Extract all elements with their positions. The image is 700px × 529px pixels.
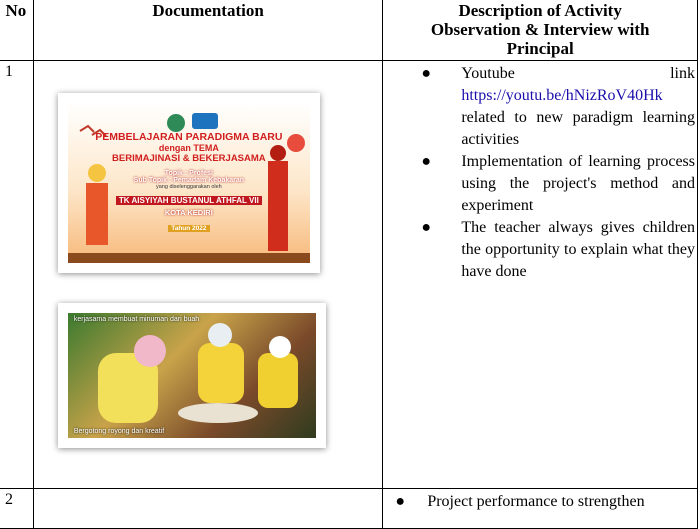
poster-theme: BERIMAJINASI & BEKERJASAMA	[112, 153, 266, 164]
photo-caption-bottom: Bergotong royong dan kreatif	[73, 428, 165, 435]
youtube-link[interactable]: https://youtu.be/hNizRoV40Hk	[461, 87, 663, 104]
activity-photo-frame	[58, 303, 326, 448]
bullet-icon: ●	[395, 493, 405, 510]
poster-image-frame	[58, 93, 320, 273]
list-item	[383, 217, 697, 283]
bullet-icon: ●	[421, 153, 431, 170]
bullet-text-prefix: Youtube link	[461, 65, 695, 82]
header-description	[383, 0, 698, 61]
bullet-icon: ●	[421, 219, 431, 236]
poster-year: Tahun 2022	[168, 225, 209, 232]
list-item	[383, 63, 697, 151]
table-row	[0, 61, 698, 489]
poster-topic: Topik : Profesi	[164, 170, 213, 177]
list-item	[383, 151, 697, 217]
header-no-label: No	[5, 1, 27, 20]
header-description-line-2: Observation & Interview with	[430, 20, 650, 39]
bullet-text: The teacher always gives children the opportunity to explain what they have done	[461, 219, 695, 280]
documentation-cell	[33, 61, 382, 489]
header-row	[0, 0, 698, 61]
description-list	[383, 63, 697, 283]
bullet-text-suffix: related to new paradigm learning activities	[461, 109, 695, 148]
photo-illustration	[68, 313, 316, 438]
table-row	[0, 489, 698, 529]
row-number: 1	[0, 61, 33, 489]
bullet-icon: ●	[421, 65, 431, 82]
poster-title: PEMBELAJARAN PARADIGMA BARU	[95, 131, 283, 143]
header-description-line-1: Description of Activity	[458, 1, 622, 20]
poster-subtitle: dengan TEMA	[158, 143, 219, 153]
bullet-text: Implementation of learning process using the project's method and experiment	[461, 153, 695, 214]
list-item	[383, 491, 697, 513]
description-list	[383, 491, 697, 513]
activity-photo	[68, 313, 316, 438]
header-documentation	[33, 0, 382, 61]
bullet-text: Project performance to strengthen	[427, 493, 645, 510]
header-no	[0, 0, 33, 61]
poster-organizer: yang diselenggarakan oleh	[155, 184, 222, 190]
header-documentation-label: Documentation	[152, 1, 264, 20]
header-description-line-3: Principal	[506, 39, 574, 58]
poster-subtopic: Sub Topik : Pemadam Kebakaran	[133, 177, 245, 184]
photo-caption-top: kerjasama membuat minuman dari buah	[73, 316, 200, 323]
documentation-cell	[33, 489, 382, 529]
poster-school: TK AISYIYAH BUSTANUL ATHFAL VII	[116, 196, 262, 205]
poster-city: KOTA KEDIRI	[164, 208, 213, 217]
description-cell	[383, 61, 698, 489]
poster-image	[68, 103, 310, 263]
description-cell	[383, 489, 698, 529]
row-number: 2	[0, 489, 33, 529]
